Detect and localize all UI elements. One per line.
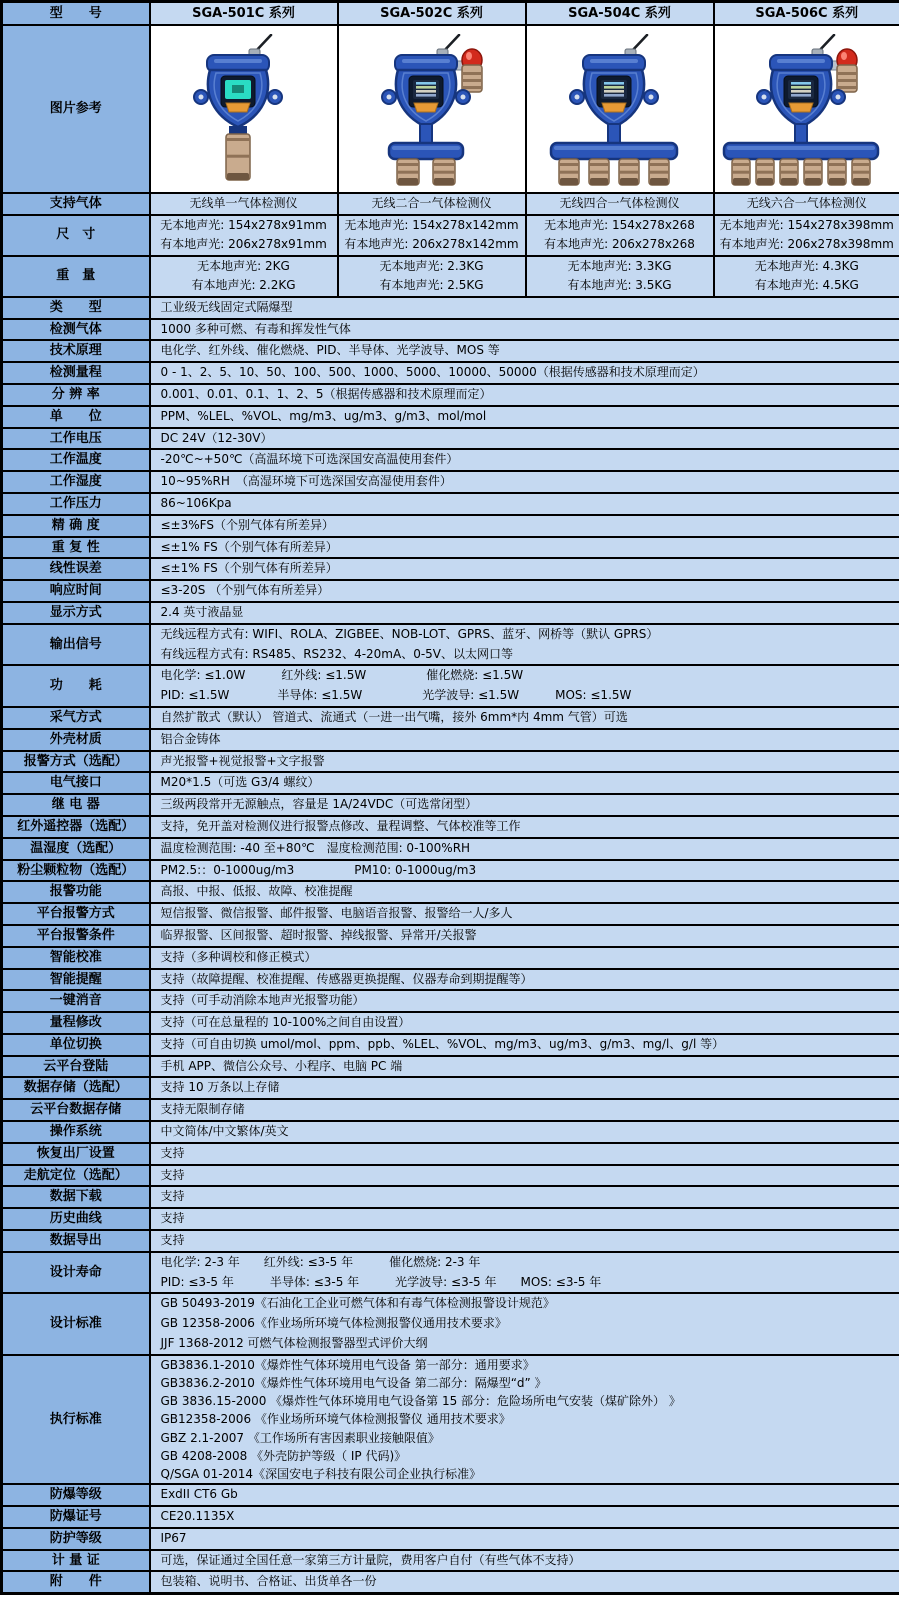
table-row: [2, 665, 899, 707]
product-value-line: 无本地声光: 154x278x268: [544, 217, 695, 232]
spec-label: 类 型: [2, 297, 150, 319]
product-value-cell: [338, 256, 526, 297]
spec-value-line: 铝合金铸体: [160, 731, 221, 746]
table-row: [2, 256, 899, 297]
spec-label: 重 复 性: [2, 537, 150, 559]
product-image-cell-sga-504c: [526, 25, 714, 193]
spec-value-line: M20*1.5（可选 G3/4 螺纹）: [160, 775, 320, 790]
product-value-cell: [338, 215, 526, 256]
product-value-line: 有本地声光: 206x278x268: [544, 237, 695, 252]
spec-value: [150, 1208, 899, 1230]
product-value-line: 无本地声光: 4.3KG: [754, 258, 859, 273]
table-row: [2, 1484, 899, 1506]
spec-value-line: 支持（故障提醒、校准提醒、传感器更换提醒、仪器寿命到期提醒等）: [160, 971, 533, 986]
spec-value: [150, 1484, 899, 1506]
table-row: [2, 1034, 899, 1056]
product-value-cell: [150, 193, 338, 215]
spec-label: 恢复出厂设置: [2, 1143, 150, 1165]
table-row: [2, 624, 899, 666]
spec-value: [150, 537, 899, 559]
spec-value-line: GBZ 2.1-2007 《工作场所有害因素职业接触限值》: [160, 1430, 440, 1445]
spec-label: 设计寿命: [2, 1252, 150, 1294]
table-row: [2, 297, 899, 319]
spec-label: 数据存储（选配）: [2, 1077, 150, 1099]
table-row: [2, 428, 899, 450]
table-row: [2, 449, 899, 471]
series-header-sga-504c: SGA-504C 系列: [526, 2, 714, 26]
spec-value: [150, 860, 899, 882]
product-value-cell: [150, 215, 338, 256]
spec-value: [150, 1252, 899, 1294]
table-row: [2, 193, 899, 215]
spec-value: [150, 794, 899, 816]
spec-value: [150, 665, 899, 707]
table-row: [2, 406, 899, 428]
spec-value-line: 86~106Kpa: [160, 495, 232, 510]
spec-value-line: GB 12358-2006《作业场所环境气体检测报警仪通用技术要求》: [160, 1316, 507, 1331]
spec-value: [150, 1034, 899, 1056]
spec-value: [150, 751, 899, 773]
spec-value-line: 支持: [160, 1211, 185, 1226]
product-value-line: 无本地声光: 2KG: [197, 258, 290, 273]
spec-value-line: 0 - 1、2、5、10、50、100、500、1000、5000、10000、50000（根据传感器和技术原理而定）: [160, 365, 705, 380]
spec-value-line: GB3836.2-2010《爆炸性气体环境用电气设备 第二部分：隔爆型“d” 》: [160, 1376, 547, 1391]
product-value-line: 无本地声光: 3.3KG: [567, 258, 672, 273]
spec-label: 数据导出: [2, 1230, 150, 1252]
spec-value-line: 手机 APP、微信公众号、小程序、电脑 PC 端: [160, 1058, 403, 1073]
spec-value-line: 1000 多种可燃、有毒和挥发性气体: [160, 321, 351, 336]
spec-value: [150, 1186, 899, 1208]
spec-value-line: 高报、中报、低报、故障、校准提醒: [160, 884, 353, 899]
table-row: [2, 1571, 899, 1593]
row-label: 重 量: [2, 256, 150, 297]
spec-label: 报警方式（选配）: [2, 751, 150, 773]
image-row-label: 图片参考: [2, 25, 150, 193]
spec-label: 线性误差: [2, 558, 150, 580]
spec-label: 平台报警条件: [2, 925, 150, 947]
product-value-line: 有本地声光: 206x278x142mm: [344, 237, 519, 252]
spec-value-line: 支持，免开盖对检测仪进行报警点修改、量程调整、气体校准等工作: [160, 818, 521, 833]
table-row: [2, 384, 899, 406]
spec-value-line: GB 4208-2008 《外壳防护等级（ IP 代码)》: [160, 1448, 407, 1463]
table-row: [2, 1230, 899, 1252]
spec-value: [150, 1230, 899, 1252]
spec-value-line: 有线远程方式有: RS485、RS232、4-20mA、0-5V、以太网口等: [160, 646, 514, 661]
spec-value-line: CE20.1135X: [160, 1509, 235, 1524]
spec-value: [150, 903, 899, 925]
spec-label: 云平台数据存储: [2, 1099, 150, 1121]
product-value-cell: [150, 256, 338, 297]
spec-value-line: IP67: [160, 1530, 187, 1545]
spec-label: 走航定位（选配）: [2, 1165, 150, 1187]
table-row: [2, 1528, 899, 1550]
spec-value: [150, 1056, 899, 1078]
table-row: [2, 493, 899, 515]
spec-value: [150, 1550, 899, 1572]
table-row: [2, 1143, 899, 1165]
spec-value-line: 可选，保证通过全国任意一家第三方计量院，费用客户自付（有些气体不支持）: [160, 1552, 581, 1567]
spec-label: 防护等级: [2, 1528, 150, 1550]
spec-value-line: 2.4 英寸液晶显: [160, 604, 244, 619]
spec-value: [150, 340, 899, 362]
spec-value: [150, 1355, 899, 1484]
model-header-label: 型 号: [2, 2, 150, 26]
series-header-sga-501c: SGA-501C 系列: [150, 2, 338, 26]
spec-value: [150, 362, 899, 384]
spec-value-line: ≤3-20S （个别气体有所差异）: [160, 583, 330, 598]
product-image-cell-sga-502c: [338, 25, 526, 193]
product-value-line: 有本地声光: 4.5KG: [754, 278, 859, 293]
table-row: [2, 729, 899, 751]
series-header-sga-506c: SGA-506C 系列: [714, 2, 899, 26]
spec-label: 外壳材质: [2, 729, 150, 751]
product-value-line: 有本地声光: 2.2KG: [191, 278, 296, 293]
spec-label: 粉尘颗粒物（选配）: [2, 860, 150, 882]
spec-value-line: ExdII CT6 Gb: [160, 1487, 238, 1502]
product-value-cell: [714, 193, 899, 215]
spec-value: [150, 1012, 899, 1034]
product-value-line: 无本地声光: 154x278x142mm: [344, 217, 519, 232]
spec-value: [150, 449, 899, 471]
spec-label: 量程修改: [2, 1012, 150, 1034]
table-row: [2, 947, 899, 969]
spec-value: [150, 990, 899, 1012]
spec-label: 功 耗: [2, 665, 150, 707]
spec-label: 工作湿度: [2, 471, 150, 493]
table-row: [2, 602, 899, 624]
table-row: [2, 1056, 899, 1078]
product-value-line: 有本地声光: 206x278x91mm: [160, 237, 327, 252]
table-row: [2, 340, 899, 362]
table-row: [2, 1099, 899, 1121]
spec-value: [150, 881, 899, 903]
spec-value: [150, 515, 899, 537]
spec-label: 操作系统: [2, 1121, 150, 1143]
spec-value: [150, 471, 899, 493]
spec-value-line: 无线远程方式有: WIFI、ROLA、ZIGBEE、NOB-LOT、GPRS、蓝牙、网桥等（默认 GPRS）: [160, 626, 659, 641]
spec-value-line: PID: ≤1.5W 半导体: ≤1.5W 光学波导: ≤1.5W MOS: ≤1.5W: [160, 688, 632, 703]
spec-label: 设计标准: [2, 1293, 150, 1354]
header-row: [2, 2, 899, 26]
table-row: [2, 925, 899, 947]
table-row: [2, 1252, 899, 1294]
table-row: [2, 816, 899, 838]
spec-value-line: 电化学: 2-3 年 红外线: ≤3-5 年 催化燃烧: 2-3 年: [160, 1254, 481, 1269]
spec-label: 显示方式: [2, 602, 150, 624]
spec-label: 温湿度（选配）: [2, 838, 150, 860]
product-value-cell: [338, 193, 526, 215]
spec-label: 防爆等级: [2, 1484, 150, 1506]
detector-illustration: [532, 34, 708, 186]
spec-value-line: 支持: [160, 1233, 185, 1248]
spec-label: 检测量程: [2, 362, 150, 384]
spec-label: 附 件: [2, 1571, 150, 1593]
spec-label: 智能校准: [2, 947, 150, 969]
spec-value-line: -20℃~+50℃（高温环境下可选深国安高温使用套件）: [160, 452, 459, 467]
spec-value-line: ≤±1% FS（个别气体有所差异）: [160, 561, 338, 576]
spec-label: 采气方式: [2, 707, 150, 729]
product-value-line: 无线四合一气体检测仪: [559, 196, 680, 211]
spec-label: 红外遥控器（选配）: [2, 816, 150, 838]
spec-value-line: 支持: [160, 1145, 185, 1160]
spec-value: [150, 428, 899, 450]
table-row: [2, 707, 899, 729]
spec-value: [150, 947, 899, 969]
table-row: [2, 903, 899, 925]
spec-value: [150, 925, 899, 947]
spec-value: [150, 969, 899, 991]
detector-illustration: [719, 34, 895, 186]
spec-label: 执行标准: [2, 1355, 150, 1484]
spec-label: 电气接口: [2, 772, 150, 794]
spec-label: 输出信号: [2, 624, 150, 666]
spec-value-line: ≤±3%FS（个别气体有所差异）: [160, 517, 334, 532]
table-row: [2, 1012, 899, 1034]
product-value-line: 无线六合一气体检测仪: [746, 196, 867, 211]
spec-value-line: 中文简体/中文繁体/英文: [160, 1124, 289, 1139]
table-row: [2, 1293, 899, 1354]
spec-label: 智能提醒: [2, 969, 150, 991]
spec-value-line: Q/SGA 01-2014《深国安电子科技有限公司企业执行标准》: [160, 1467, 482, 1482]
spec-value-line: 短信报警、微信报警、邮件报警、电脑语音报警、报警给一人/多人: [160, 906, 513, 921]
table-row: [2, 558, 899, 580]
spec-label: 数据下载: [2, 1186, 150, 1208]
spec-value-line: 0.001、0.01、0.1、1、2、5（根据传感器和技术原理而定）: [160, 386, 492, 401]
spec-value: [150, 1528, 899, 1550]
product-image-cell-sga-506c: [714, 25, 899, 193]
spec-value-line: 支持: [160, 1167, 185, 1182]
spec-value-line: 支持 10 万条以上存储: [160, 1080, 280, 1095]
spec-value: [150, 493, 899, 515]
spec-value-line: PM2.5:：0-1000ug/m3 PM10: 0-1000ug/m3: [160, 862, 477, 877]
table-row: [2, 751, 899, 773]
detector-illustration: [344, 34, 520, 186]
spec-value-line: 三级两段常开无源触点，容量是 1A/24VDC（可选常闭型）: [160, 797, 478, 812]
spec-value: [150, 602, 899, 624]
product-image-cell-sga-501c: [150, 25, 338, 193]
spec-value-line: JJF 1368-2012 可燃气体检测报警器型式评价大纲: [160, 1336, 428, 1351]
spec-value-line: 支持（可手动消除本地声光报警功能）: [160, 993, 365, 1008]
spec-value: [150, 319, 899, 341]
table-row: [2, 1186, 899, 1208]
product-value-line: 无线单一气体检测仪: [189, 196, 298, 211]
spec-value-line: 支持（多种调校和修正模式）: [160, 949, 317, 964]
spec-value-line: DC 24V（12-30V）: [160, 430, 273, 445]
spec-value: [150, 384, 899, 406]
spec-value-line: PID: ≤3-5 年 半导体: ≤3-5 年 光学波导: ≤3-5 年 MOS: ≤3-5 年: [160, 1274, 602, 1289]
spec-value-line: GB3836.1-2010《爆炸性气体环境用电气设备 第一部分：通用要求》: [160, 1357, 535, 1372]
spec-value: [150, 729, 899, 751]
spec-value-line: 支持（可自由切换 umol/mol、ppm、ppb、%LEL、%VOL、mg/m3、ug/m3、g/m3、mg/l、g/l 等）: [160, 1036, 725, 1051]
spec-label: 工作电压: [2, 428, 150, 450]
spec-value: [150, 1506, 899, 1528]
spec-label: 平台报警方式: [2, 903, 150, 925]
table-row: [2, 537, 899, 559]
spec-value-line: 支持无限制存储: [160, 1102, 245, 1117]
product-value-cell: [714, 215, 899, 256]
table-row: [2, 515, 899, 537]
product-value-cell: [526, 215, 714, 256]
series-header-sga-502c: SGA-502C 系列: [338, 2, 526, 26]
table-row: [2, 772, 899, 794]
product-value-line: 有本地声光: 206x278x398mm: [719, 237, 894, 252]
spec-label: 技术原理: [2, 340, 150, 362]
table-row: [2, 471, 899, 493]
spec-value-line: 声光报警+视觉报警+文字报警: [160, 753, 325, 768]
spec-label: 历史曲线: [2, 1208, 150, 1230]
spec-value: [150, 1121, 899, 1143]
detector-illustration: [156, 34, 332, 186]
spec-value: [150, 772, 899, 794]
product-value-line: 无本地声光: 154x278x91mm: [160, 217, 327, 232]
table-row: [2, 1208, 899, 1230]
spec-value-line: ≤±1% FS（个别气体有所差异）: [160, 539, 338, 554]
spec-label: 分 辨 率: [2, 384, 150, 406]
spec-value-line: 自然扩散式（默认） 管道式、流通式（一进一出气嘴，接外 6mm*内 4mm 气管）可选: [160, 709, 628, 724]
spec-label: 单 位: [2, 406, 150, 428]
spec-value-line: 支持: [160, 1189, 185, 1204]
spec-value-line: 10~95%RH （高湿环境下可选深国安高湿使用套件）: [160, 474, 452, 489]
spec-value: [150, 1143, 899, 1165]
spec-value-line: 温度检测范围: -40 至+80℃ 湿度检测范围: 0-100%RH: [160, 840, 471, 855]
product-value-cell: [526, 256, 714, 297]
product-value-line: 有本地声光: 3.5KG: [567, 278, 672, 293]
product-value-line: 无本地声光: 154x278x398mm: [719, 217, 894, 232]
spec-label: 防爆证号: [2, 1506, 150, 1528]
table-row: [2, 1077, 899, 1099]
table-row: [2, 1121, 899, 1143]
spec-value: [150, 1165, 899, 1187]
spec-value: [150, 1077, 899, 1099]
table-row: [2, 838, 899, 860]
table-row: [2, 794, 899, 816]
spec-value: [150, 816, 899, 838]
spec-label: 响应时间: [2, 580, 150, 602]
row-label: 支持气体: [2, 193, 150, 215]
spec-label: 精 确 度: [2, 515, 150, 537]
spec-label: 云平台登陆: [2, 1056, 150, 1078]
spec-value-line: GB 3836.15-2000 《爆炸性气体环境用电气设备第 15 部分：危险场所电气安装（煤矿除外） 》: [160, 1394, 681, 1409]
table-row: [2, 215, 899, 256]
spec-label: 单位切换: [2, 1034, 150, 1056]
spec-value: [150, 297, 899, 319]
table-row: [2, 1506, 899, 1528]
spec-value: [150, 406, 899, 428]
spec-value: [150, 1571, 899, 1593]
image-row: [2, 25, 899, 193]
spec-value: [150, 624, 899, 666]
spec-label: 工作压力: [2, 493, 150, 515]
spec-label: 报警功能: [2, 881, 150, 903]
spec-value-line: 电化学: ≤1.0W 红外线: ≤1.5W 催化燃烧: ≤1.5W: [160, 668, 524, 683]
table-row: [2, 1165, 899, 1187]
spec-value: [150, 1099, 899, 1121]
spec-value-line: GB12358-2006 《作业场所环境气体检测报警仪 通用技术要求》: [160, 1412, 511, 1427]
spec-value-line: 支持（可在总量程的 10-100%之间自由设置）: [160, 1015, 411, 1030]
table-row: [2, 860, 899, 882]
spec-label: 一键消音: [2, 990, 150, 1012]
table-row: [2, 580, 899, 602]
table-row: [2, 1550, 899, 1572]
row-label: 尺 寸: [2, 215, 150, 256]
table-row: [2, 1355, 899, 1484]
spec-value-line: 包装箱、说明书、合格证、出货单各一份: [160, 1574, 377, 1589]
spec-value: [150, 1293, 899, 1354]
spec-value-line: 工业级无线固定式隔爆型: [160, 299, 293, 314]
product-value-line: 无本地声光: 2.3KG: [379, 258, 484, 273]
spec-value-line: GB 50493-2019《石油化工企业可燃气体和有毒气体检测报警设计规范》: [160, 1296, 555, 1311]
spec-value: [150, 580, 899, 602]
spec-label: 检测气体: [2, 319, 150, 341]
spec-label: 计 量 证: [2, 1550, 150, 1572]
product-value-line: 有本地声光: 2.5KG: [379, 278, 484, 293]
spec-value: [150, 707, 899, 729]
table-row: [2, 319, 899, 341]
table-row: [2, 990, 899, 1012]
product-value-line: 无线二合一气体检测仪: [371, 196, 492, 211]
spec-value-line: 电化学、红外线、催化燃烧、PID、半导体、光学波导、MOS 等: [160, 343, 500, 358]
table-row: [2, 881, 899, 903]
product-value-cell: [714, 256, 899, 297]
spec-label: 继 电 器: [2, 794, 150, 816]
spec-value-line: PPM、%LEL、%VOL、mg/m3、ug/m3、g/m3、mol/mol: [160, 408, 487, 423]
table-row: [2, 362, 899, 384]
table-row: [2, 969, 899, 991]
product-value-cell: [526, 193, 714, 215]
spec-value: [150, 838, 899, 860]
spec-value-line: 临界报警、区间报警、超时报警、掉线报警、异常开/关报警: [160, 927, 477, 942]
spec-value: [150, 558, 899, 580]
spec-label: 工作温度: [2, 449, 150, 471]
